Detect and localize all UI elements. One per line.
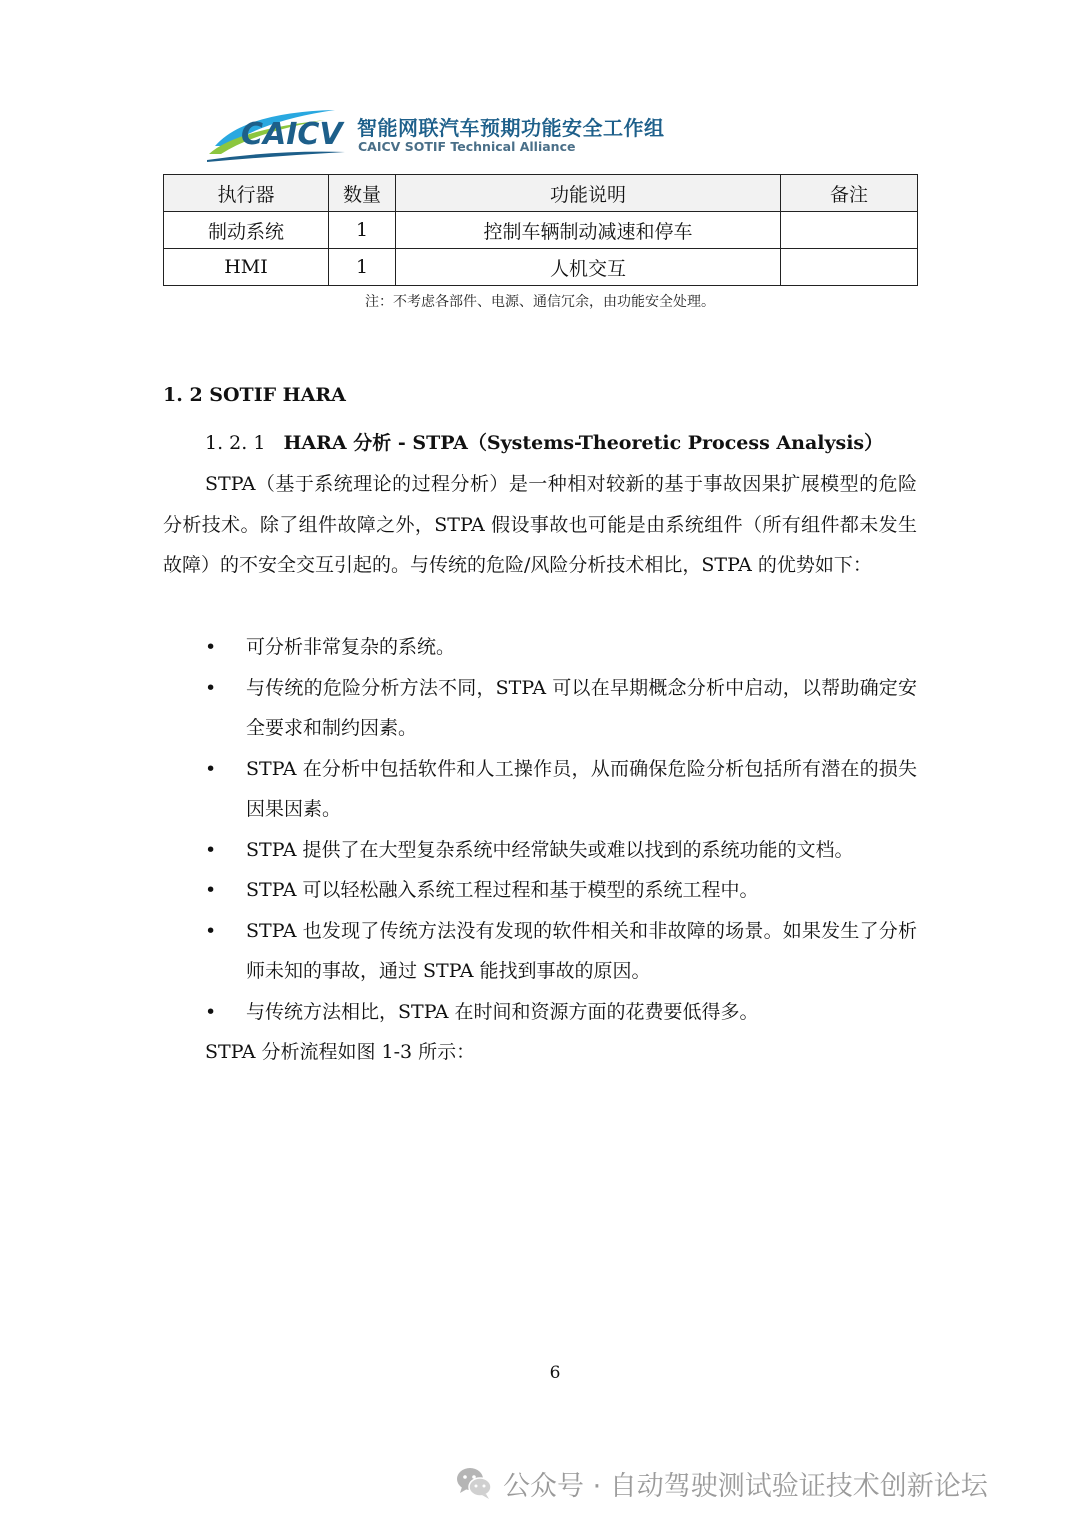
table-header-cell: 备注 bbox=[781, 175, 918, 212]
table-row bbox=[164, 212, 918, 249]
org-name-en: CAICV SOTIF Technical Alliance bbox=[358, 139, 576, 154]
list-item bbox=[163, 911, 917, 992]
table-cell: 制动系统 bbox=[164, 212, 329, 249]
list-item bbox=[163, 870, 917, 911]
org-name-cn: 智能网联汽车预期功能安全工作组 bbox=[357, 116, 665, 140]
table-header-cell: 执行器 bbox=[164, 175, 329, 212]
subsection-title: HARA 分析 - STPA（Systems-Theoretic Process Analysis） bbox=[283, 432, 884, 454]
list-item-text: 与传统的危险分析方法不同，STPA 可以在早期概念分析中启动，以帮助确定安全要求和制约因素。 bbox=[246, 676, 917, 739]
watermark-text: 公众号 · 自动驾驶测试验证技术创新论坛 bbox=[503, 1470, 988, 1502]
table-row bbox=[164, 249, 918, 286]
wechat-icon bbox=[455, 1466, 493, 1500]
bullet-icon: • bbox=[205, 879, 217, 901]
table-cell bbox=[781, 249, 918, 286]
bullet-icon: • bbox=[205, 838, 217, 861]
list-item bbox=[163, 627, 917, 668]
list-item-text: STPA 在分析中包括软件和人工操作员，从而确保危险分析包括所有潜在的损失因果因素。 bbox=[246, 757, 917, 820]
list-item-text: 与传统方法相比，STPA 在时间和资源方面的花费要低得多。 bbox=[246, 1000, 759, 1023]
watermark bbox=[455, 1463, 988, 1503]
list-item bbox=[163, 992, 917, 1033]
table-note: 注：不考虑各部件、电源、通信冗余，由功能安全处理。 bbox=[365, 294, 715, 310]
table-cell: 人机交互 bbox=[396, 249, 781, 286]
closing-sentence: STPA 分析流程如图 1-3 所示： bbox=[205, 1041, 476, 1063]
table-cell: HMI bbox=[164, 249, 329, 286]
table-header-cell: 功能说明 bbox=[396, 175, 781, 212]
advantages-list bbox=[163, 627, 917, 1032]
list-item-text: 可分析非常复杂的系统。 bbox=[246, 636, 456, 658]
actuator-table bbox=[163, 174, 918, 286]
logo-wordmark: CAICV bbox=[241, 117, 343, 152]
page-number: 6 bbox=[549, 1363, 561, 1383]
table-cell bbox=[781, 212, 918, 249]
bullet-icon: • bbox=[205, 636, 217, 658]
bullet-icon: • bbox=[205, 757, 217, 780]
table-header-cell: 数量 bbox=[329, 175, 396, 212]
list-item bbox=[163, 830, 917, 871]
bullet-icon: • bbox=[205, 676, 217, 699]
subsection-heading bbox=[205, 428, 883, 455]
list-item bbox=[163, 749, 917, 830]
section-heading: 1. 2 SOTIF HARA bbox=[163, 384, 346, 406]
table-cell: 1 bbox=[329, 212, 396, 249]
list-item-text: STPA 提供了在大型复杂系统中经常缺失或难以找到的系统功能的文档。 bbox=[246, 838, 854, 861]
list-item-text: STPA 也发现了传统方法没有发现的软件相关和非故障的场景。如果发生了分析师未知的事故，通过 STPA 能找到事故的原因。 bbox=[246, 919, 917, 982]
subsection-number: 1. 2. 1 bbox=[205, 432, 266, 454]
intro-paragraph: STPA（基于系统理论的过程分析）是一种相对较新的基于事故因果扩展模型的危险分析技术。除了组件故障之外，STPA 假设事故也可能是由系统组件（所有组件都未发生故障）的不安全交互引起的。与传统的危险/风险分析技术相比，STPA 的优势如下： bbox=[163, 473, 917, 576]
table-cell: 1 bbox=[329, 249, 396, 286]
list-item-text: STPA 可以轻松融入系统工程过程和基于模型的系统工程中。 bbox=[246, 879, 759, 901]
list-item bbox=[163, 668, 917, 749]
bullet-icon: • bbox=[205, 1000, 217, 1023]
bullet-icon: • bbox=[205, 919, 217, 942]
table-cell: 控制车辆制动减速和停车 bbox=[396, 212, 781, 249]
table-header-row bbox=[164, 175, 918, 212]
